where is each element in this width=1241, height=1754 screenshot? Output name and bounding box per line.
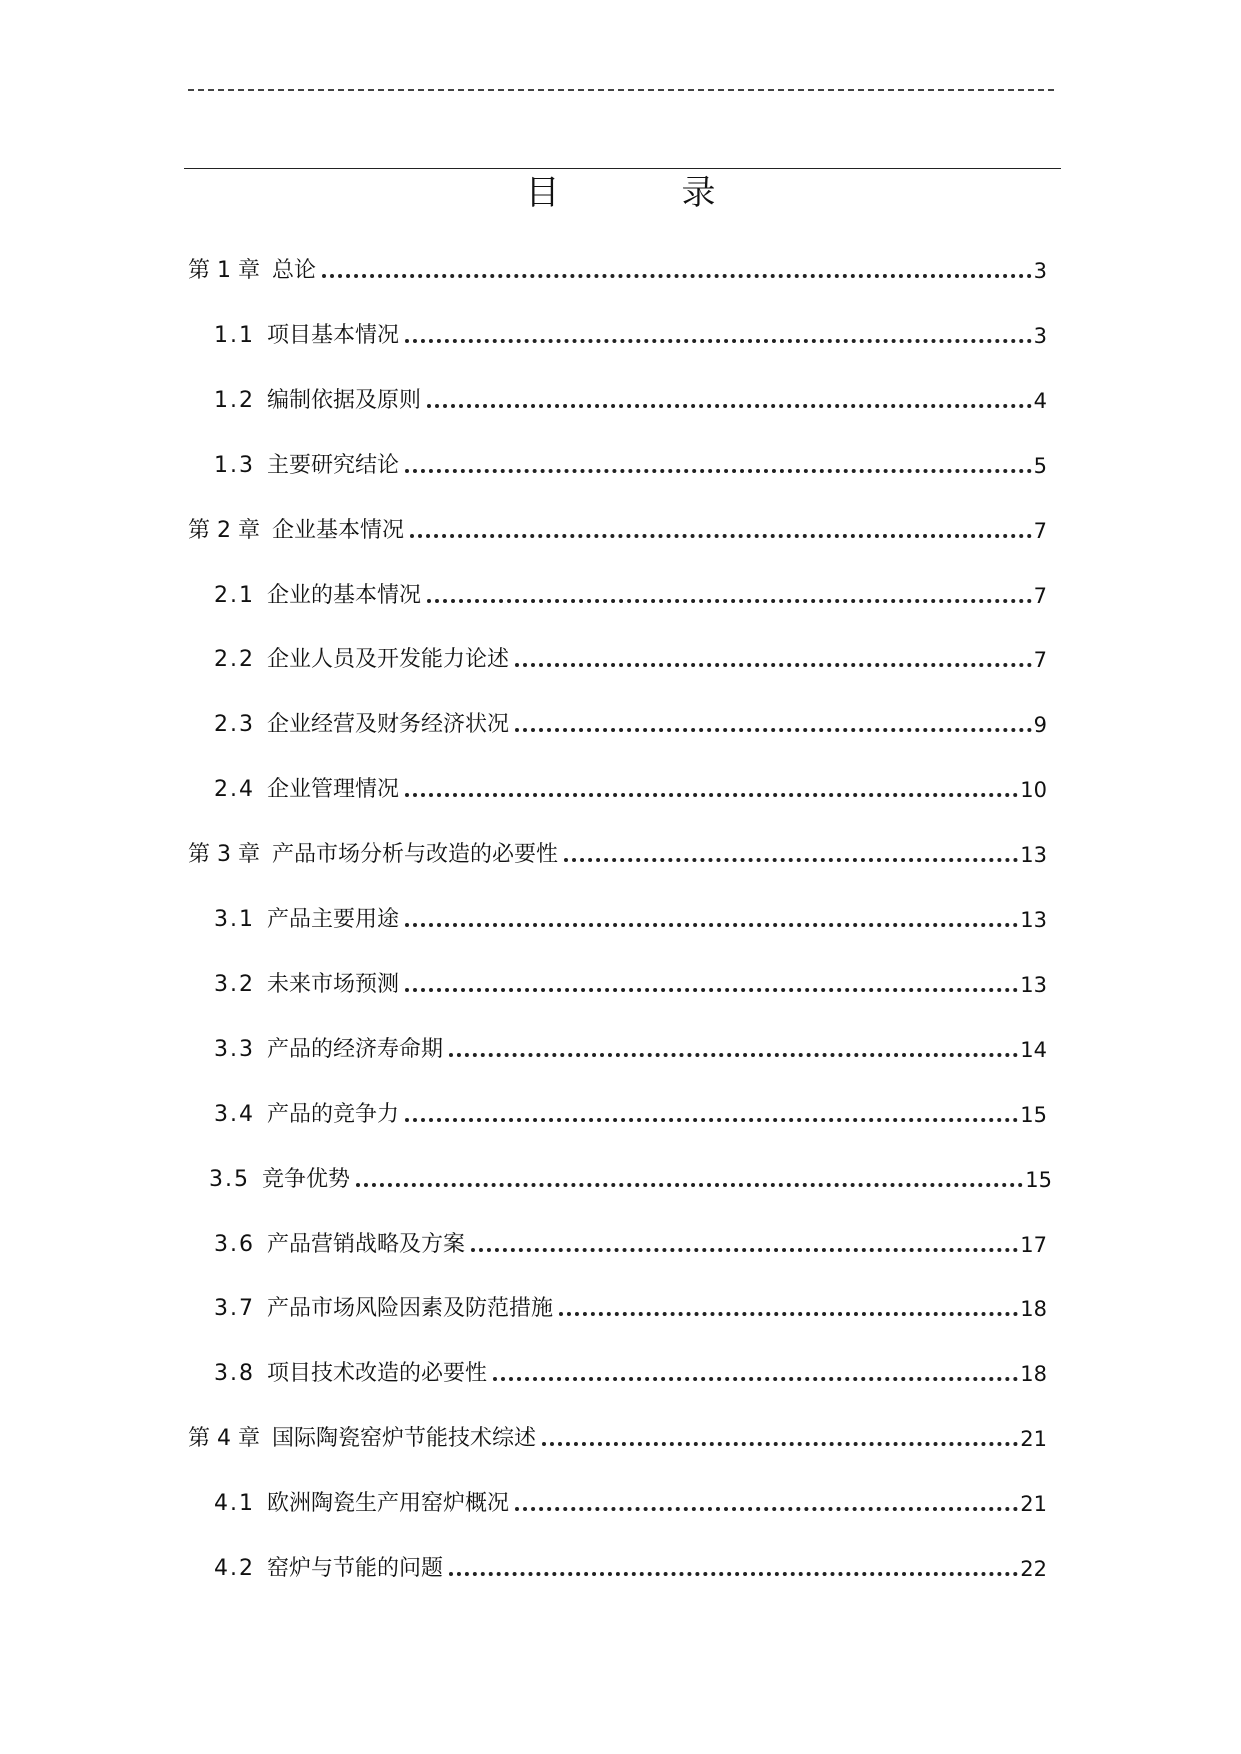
toc-dot-leader (405, 988, 1018, 992)
toc-entry-label: 项目技术改造的必要性 (267, 1361, 488, 1387)
toc-entry[interactable] (214, 700, 1047, 740)
toc-dot-leader (405, 923, 1018, 927)
toc-entry-label: 企业人员及开发能力论述 (267, 647, 510, 673)
toc-entry-number: 4.1 (214, 1491, 255, 1517)
toc-entry-page: 13 (1020, 843, 1047, 868)
toc-dot-leader (559, 1312, 1018, 1316)
toc-entry-label: 企业的基本情况 (267, 582, 422, 608)
toc-entry-number: 3.3 (214, 1036, 255, 1062)
toc-entry-label: 产品市场分析与改造的必要性 (271, 842, 558, 868)
header-rule (188, 89, 1054, 91)
toc-entry-label: 项目基本情况 (267, 322, 400, 348)
toc-entry-number: 第 2 章 (188, 517, 260, 543)
toc-dot-leader (542, 1442, 1018, 1446)
toc-entry-number: 2.2 (214, 647, 255, 673)
toc-entry-number: 第 4 章 (188, 1426, 260, 1452)
toc-entry-number: 3.8 (214, 1361, 255, 1387)
toc-entry-page: 13 (1020, 908, 1047, 932)
toc-entry[interactable] (214, 441, 1047, 481)
toc-dot-leader (356, 1183, 1023, 1187)
toc-entry-number: 1.3 (214, 452, 255, 478)
toc-entry-page: 7 (1033, 518, 1047, 543)
toc-entry-label: 企业经营及财务经济状况 (267, 712, 510, 738)
toc-entry-page: 15 (1025, 1167, 1052, 1192)
toc-entry-number: 2.1 (214, 582, 255, 608)
toc-entry[interactable] (209, 1155, 1052, 1195)
toc-entry-page: 7 (1033, 583, 1047, 608)
toc-entry-label: 窑炉与节能的问题 (267, 1556, 444, 1581)
toc-entry-number: 3.6 (214, 1231, 255, 1257)
toc-entry[interactable] (214, 311, 1047, 351)
toc-entry-page: 3 (1033, 259, 1047, 283)
toc-entry-label: 主要研究结论 (267, 452, 400, 478)
toc-dot-leader (564, 858, 1018, 862)
toc-entry-label: 企业管理情况 (267, 777, 400, 803)
toc-entry[interactable] (214, 1479, 1047, 1519)
toc-entry-number: 1.1 (214, 322, 255, 348)
toc-entry[interactable] (214, 960, 1047, 1000)
toc-entry-label: 编制依据及原则 (267, 387, 422, 413)
toc-dot-leader (405, 339, 1032, 343)
toc-entry[interactable] (188, 506, 1047, 546)
toc-entry-page: 7 (1033, 648, 1047, 673)
toc-entry-number: 1.2 (214, 387, 255, 413)
toc-entry-page: 17 (1020, 1232, 1047, 1257)
toc-dot-leader (427, 599, 1032, 603)
toc-dot-leader (493, 1377, 1018, 1381)
toc-entry-label: 企业基本情况 (271, 517, 404, 543)
toc-entry[interactable] (214, 1349, 1047, 1389)
toc-entry-number: 第 1 章 (188, 258, 260, 283)
toc-entry-page: 14 (1020, 1037, 1047, 1062)
toc-entry-page: 18 (1020, 1362, 1047, 1387)
toc-entry-page: 5 (1033, 453, 1047, 478)
toc-entry[interactable] (214, 895, 1047, 935)
toc-entry-number: 第 3 章 (188, 842, 260, 868)
toc-entry-number: 2.4 (214, 777, 255, 803)
toc-entry-number: 3.2 (214, 971, 255, 997)
toc-entry-page: 13 (1020, 972, 1047, 997)
toc-dot-leader (471, 1248, 1018, 1252)
toc-entry-label: 国际陶瓷窑炉节能技术综述 (271, 1426, 536, 1452)
toc-entry-page: 18 (1020, 1297, 1047, 1322)
toc-entry[interactable] (188, 1414, 1047, 1454)
toc-dot-leader (405, 469, 1032, 473)
toc-dot-leader (515, 1507, 1018, 1511)
toc-entry-label: 产品的经济寿命期 (267, 1036, 444, 1062)
toc-dot-leader (410, 534, 1032, 538)
toc-dot-leader (515, 663, 1032, 667)
toc-entry-page: 10 (1020, 778, 1047, 803)
toc-entry-label: 产品主要用途 (267, 907, 400, 932)
toc-title: 目 录 (525, 173, 760, 213)
toc-entry[interactable] (214, 635, 1047, 675)
toc-entry[interactable] (214, 571, 1047, 611)
toc-entry-number: 2.3 (214, 712, 255, 738)
toc-entry[interactable] (188, 830, 1047, 870)
toc-dot-leader (449, 1572, 1018, 1576)
toc-entry-label: 产品市场风险因素及防范措施 (267, 1296, 554, 1322)
toc-entry-page: 22 (1020, 1557, 1047, 1581)
toc-entry-number: 3.7 (214, 1296, 255, 1322)
toc-entry[interactable] (214, 1220, 1047, 1260)
toc-entry-page: 21 (1020, 1427, 1047, 1452)
toc-entry-label: 产品的竞争力 (267, 1101, 400, 1127)
toc-entry[interactable] (214, 1544, 1047, 1584)
toc-entry-page: 21 (1020, 1492, 1047, 1517)
toc-entry[interactable] (214, 1284, 1047, 1324)
toc-dot-leader (405, 1118, 1018, 1122)
toc-entry-page: 15 (1020, 1102, 1047, 1127)
toc-dot-leader (449, 1053, 1018, 1057)
toc-entry[interactable] (214, 1025, 1047, 1065)
toc-dot-leader (322, 274, 1032, 278)
toc-dot-leader (405, 793, 1018, 797)
toc-dot-leader (515, 728, 1032, 732)
toc-entry-page: 4 (1033, 388, 1047, 413)
toc-entry[interactable] (214, 376, 1047, 416)
toc-entry-number: 3.5 (209, 1166, 250, 1192)
toc-entry-number: 3.1 (214, 907, 255, 932)
toc-entry-number: 4.2 (214, 1556, 255, 1581)
toc-entry[interactable] (188, 246, 1047, 286)
toc-entry[interactable] (214, 765, 1047, 805)
toc-entry-label: 产品营销战略及方案 (267, 1231, 466, 1257)
toc-entry[interactable] (214, 1090, 1047, 1130)
toc-entry-number: 3.4 (214, 1101, 255, 1127)
toc-entry-label: 竞争优势 (262, 1166, 351, 1192)
toc-entry-label: 总论 (271, 258, 316, 283)
toc-entry-page: 9 (1033, 713, 1047, 738)
toc-entry-label: 未来市场预测 (267, 971, 400, 997)
toc-entry-label: 欧洲陶瓷生产用窑炉概况 (267, 1491, 510, 1517)
toc-entry-page: 3 (1033, 323, 1047, 348)
toc-dot-leader (427, 404, 1032, 408)
